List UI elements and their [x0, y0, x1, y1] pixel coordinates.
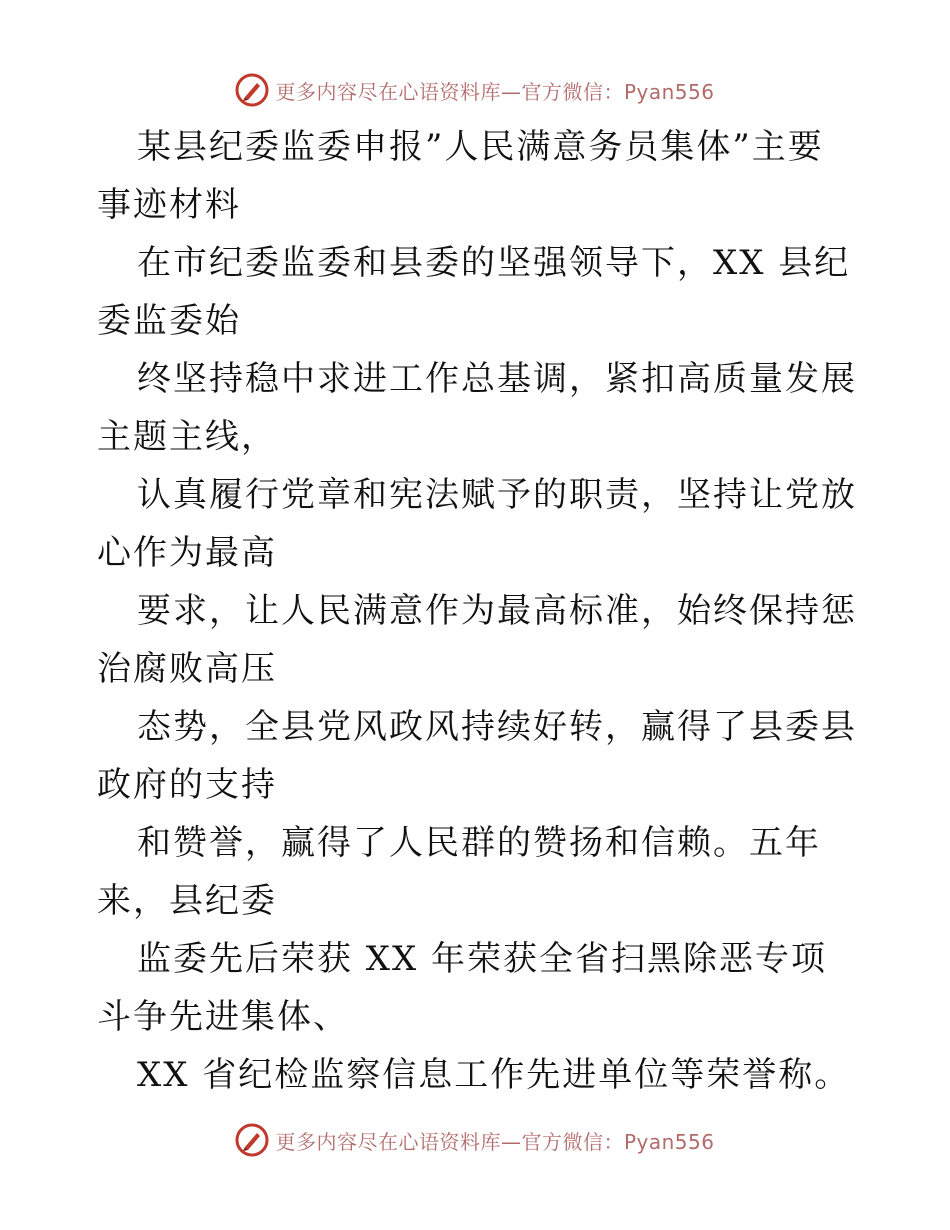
paragraph-9: XX 省纪检监察信息工作先进单位等荣誉称。 — [137, 1055, 851, 1095]
document-body — [97, 118, 857, 1104]
paragraph-2: 在市纪委监委和县委的坚强领导下，XX 县纪委监委始 — [97, 243, 851, 341]
header-text: 更多内容尽在心语资料库—官方微信：Pyan556 — [275, 79, 715, 104]
paragraph-8: 监委先后荣获 XX 年荣获全省扫黑除恶专项斗争先进集体、 — [97, 939, 828, 1037]
footer-banner — [0, 1120, 950, 1160]
paragraph-1: 某县纪委监委申报”人民满意务员集体”主要事迹材料 — [97, 127, 824, 225]
paragraph-3: 终坚持稳中求进工作总基调，紧扣高质量发展主题主线， — [97, 359, 857, 457]
header-banner — [0, 70, 950, 110]
pen-logo-icon — [235, 73, 269, 107]
paragraph-6: 态势，全县党风政风持续好转，赢得了县委县政府的支持 — [97, 707, 857, 805]
paragraph-7: 和赞誉，赢得了人民群的赞扬和信赖。五年来，县纪委 — [97, 823, 821, 921]
paragraph-5: 要求，让人民满意作为最高标准，始终保持惩治腐败高压 — [97, 591, 857, 689]
paragraph-4: 认真履行党章和宪法赋予的职责，坚持让党放心作为最高 — [97, 475, 857, 573]
footer-text: 更多内容尽在心语资料库—官方微信：Pyan556 — [275, 1129, 715, 1154]
pen-logo-icon — [235, 1123, 269, 1157]
